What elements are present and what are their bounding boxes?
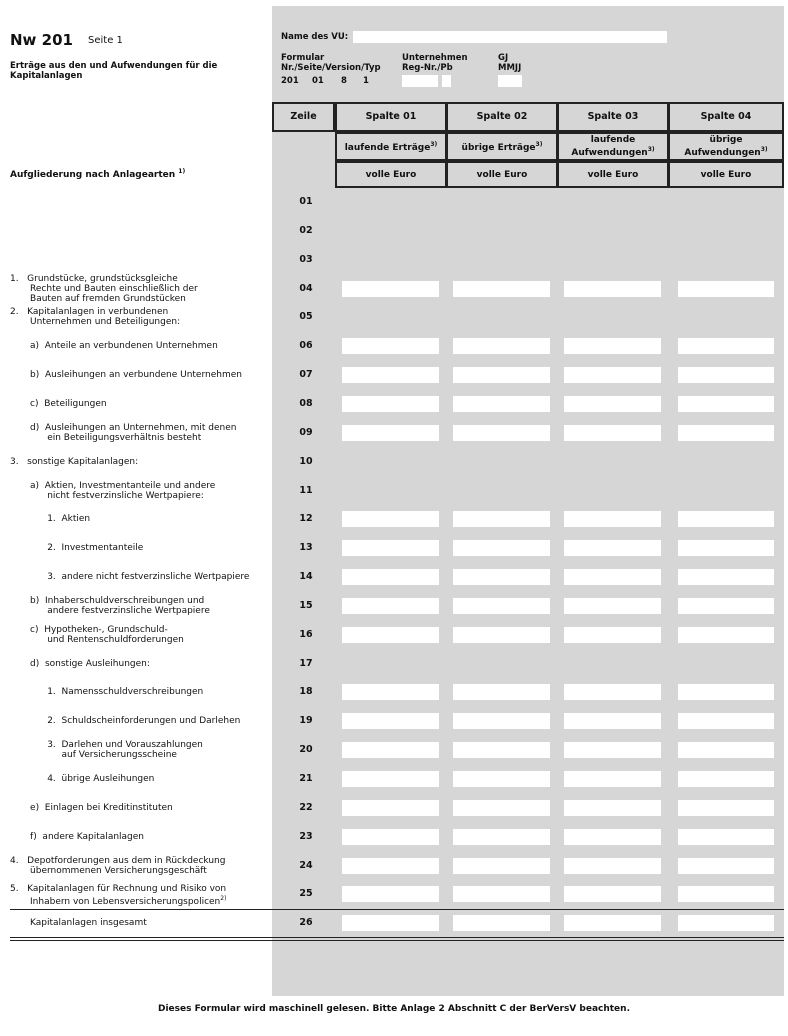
- row-label-text: f) andere Kapitalanlagen: [10, 831, 145, 842]
- input-row-06-spalte-4[interactable]: [678, 338, 774, 354]
- vu-name-field[interactable]: [353, 31, 667, 43]
- total-divider-top: [10, 909, 784, 910]
- input-row-20-spalte-3[interactable]: [564, 742, 661, 758]
- row-label: [10, 884, 226, 907]
- column-desc-4: [668, 132, 784, 161]
- reg-nr-field[interactable]: [402, 75, 438, 87]
- input-row-18-spalte-4[interactable]: [678, 684, 774, 700]
- zeile-header: Zeile: [272, 102, 335, 132]
- column-desc-text: übrige Erträge: [461, 143, 536, 153]
- row-number: 16: [299, 628, 313, 640]
- column-desc-wrap: [345, 140, 438, 153]
- input-row-21-spalte-1[interactable]: [342, 771, 439, 787]
- column-desc-footnote: 3): [535, 141, 543, 148]
- input-row-23-spalte-1[interactable]: [342, 829, 439, 845]
- input-row-22-spalte-4[interactable]: [678, 800, 774, 816]
- input-row-06-spalte-1[interactable]: [342, 338, 439, 354]
- input-row-09-spalte-2[interactable]: [453, 425, 550, 441]
- row-number: 24: [299, 859, 313, 871]
- input-row-19-spalte-2[interactable]: [453, 713, 550, 729]
- column-desc-footnote: 3): [647, 146, 655, 153]
- input-row-24-spalte-4[interactable]: [678, 858, 774, 874]
- input-row-09-spalte-1[interactable]: [342, 425, 439, 441]
- row-label-text: c) Hypotheken-, Grundschuld- und Rentenschuldforderungen: [30, 624, 184, 645]
- input-row-04-spalte-2[interactable]: [453, 281, 550, 297]
- column-unit-3: volle Euro: [557, 161, 669, 188]
- row-number: 18: [299, 686, 313, 698]
- row-number: 13: [299, 542, 313, 554]
- input-row-06-spalte-3[interactable]: [564, 338, 661, 354]
- input-row-14-spalte-3[interactable]: [564, 569, 661, 585]
- row-label-text: 1. Namensschuldverschreibungen: [10, 687, 204, 698]
- row-number: 23: [299, 830, 313, 842]
- row-number: 01: [299, 196, 313, 207]
- row-number: 02: [299, 224, 313, 236]
- input-row-13-spalte-2[interactable]: [453, 540, 550, 556]
- row-label: [10, 832, 144, 842]
- input-row-04-spalte-3[interactable]: [564, 281, 661, 297]
- input-row-23-spalte-3[interactable]: [564, 829, 661, 845]
- row-number: 12: [299, 513, 313, 525]
- row-label: [10, 514, 90, 524]
- row-label: [10, 457, 138, 467]
- row-label: [10, 687, 203, 697]
- row-label-text: b) Inhaberschuldverschreibungen und andere festverzinsliche Wertpapiere: [30, 595, 210, 616]
- row-label-footnote: 2): [220, 895, 227, 903]
- row-label-text: 2. Kapitalanlagen in verbundenen Unternehmen und Beteiligungen:: [10, 307, 181, 328]
- row-label-text: 1. Aktien: [10, 514, 91, 525]
- total-divider-bottom-1: [10, 937, 784, 938]
- input-row-15-spalte-4[interactable]: [678, 598, 774, 614]
- input-row-22-spalte-2[interactable]: [453, 800, 550, 816]
- row-label-text: d) Ausleihungen an Unternehmen, mit denen ein Beteiligungsverhältnis besteht: [30, 422, 237, 443]
- pb-field[interactable]: [442, 75, 451, 87]
- input-row-19-spalte-1[interactable]: [342, 713, 439, 729]
- input-row-07-spalte-3[interactable]: [564, 367, 661, 383]
- input-row-24-spalte-2[interactable]: [453, 858, 550, 874]
- row-number: 10: [299, 455, 313, 467]
- input-row-23-spalte-4[interactable]: [678, 829, 774, 845]
- input-row-26-spalte-1[interactable]: [342, 915, 439, 931]
- row-number: 05: [299, 311, 313, 323]
- row-number: 17: [299, 657, 313, 669]
- row-number: 03: [299, 253, 313, 265]
- column-desc-footnote: 3): [430, 141, 438, 148]
- row-number: 26: [299, 917, 313, 929]
- form-code: Nw 201: [10, 31, 73, 49]
- row-label: [10, 774, 154, 784]
- row-label: [10, 856, 225, 876]
- row-number: 09: [299, 426, 313, 438]
- input-row-20-spalte-2[interactable]: [453, 742, 550, 758]
- column-header-spalte-3: Spalte 03: [557, 102, 669, 132]
- row-label: [10, 307, 180, 327]
- row-number: 21: [299, 773, 313, 784]
- footer-note: Dieses Formular wird maschinell gelesen. Bitte Anlage 2 Abschnitt C der BerVersV beachten.: [157, 1004, 630, 1014]
- input-row-24-spalte-1[interactable]: [342, 858, 439, 874]
- section-title-footnote: 1): [178, 168, 186, 175]
- formular-value-version: 8: [341, 76, 347, 86]
- row-label-text: c) Beteiligungen: [10, 398, 107, 409]
- row-label-text: 3. andere nicht festverzinsliche Wertpapiere: [10, 572, 250, 583]
- row-label-text: 2. Schuldscheinforderungen und Darlehen: [10, 716, 241, 727]
- input-row-26-spalte-4[interactable]: [678, 915, 774, 931]
- input-row-25-spalte-4[interactable]: [678, 886, 774, 902]
- input-row-26-spalte-3[interactable]: [564, 915, 661, 931]
- input-row-18-spalte-1[interactable]: [342, 684, 439, 700]
- input-row-07-spalte-4[interactable]: [678, 367, 774, 383]
- column-desc-text: übrige Aufwendungen: [684, 135, 761, 158]
- row-number: 22: [299, 801, 313, 813]
- row-label: [10, 481, 215, 501]
- input-row-08-spalte-1[interactable]: [342, 396, 439, 412]
- input-row-26-spalte-2[interactable]: [453, 915, 550, 931]
- row-label: [10, 918, 147, 928]
- input-row-08-spalte-3[interactable]: [564, 396, 661, 412]
- row-label: [10, 803, 173, 813]
- column-desc-footnote: 3): [760, 146, 768, 153]
- row-label: [10, 740, 203, 760]
- row-label-text: b) Ausleihungen an verbundene Unternehmen: [10, 370, 242, 381]
- column-desc-2: [446, 132, 558, 161]
- row-label-text: 3. Darlehen und Vorauszahlungen auf Versicherungsscheine: [47, 740, 203, 761]
- row-label: [10, 716, 240, 726]
- gj-label: GJ MMJJ: [498, 53, 522, 73]
- input-row-19-spalte-4[interactable]: [678, 713, 774, 729]
- row-label-text: Kapitalanlagen insgesamt: [10, 918, 147, 929]
- input-row-16-spalte-4[interactable]: [678, 627, 774, 643]
- row-label: [10, 399, 107, 409]
- row-number: 11: [299, 484, 313, 496]
- formular-value-seite: 01: [312, 76, 324, 86]
- row-label-text: e) Einlagen bei Kreditinstituten: [10, 802, 173, 813]
- input-row-13-spalte-3[interactable]: [564, 540, 661, 556]
- input-row-04-spalte-1[interactable]: [342, 281, 439, 297]
- row-label: [10, 596, 210, 616]
- input-row-16-spalte-1[interactable]: [342, 627, 439, 643]
- column-header-spalte-4: Spalte 04: [668, 102, 784, 132]
- row-label-text: 4. Depotforderungen aus dem in Rückdeckung übernommenen Versicherungsgeschäft: [10, 855, 226, 876]
- row-number: 15: [299, 599, 313, 611]
- row-number: 25: [299, 888, 313, 900]
- input-row-21-spalte-2[interactable]: [453, 771, 550, 787]
- input-row-12-spalte-3[interactable]: [564, 511, 661, 527]
- row-number: 19: [299, 715, 313, 727]
- row-label: [10, 423, 237, 443]
- row-label-text: 4. übrige Ausleihungen: [10, 774, 155, 784]
- input-row-12-spalte-1[interactable]: [342, 511, 439, 527]
- form-subtitle: Erträge aus den und Aufwendungen für die Kapitalanlagen: [10, 61, 218, 81]
- input-row-25-spalte-2[interactable]: [453, 886, 550, 902]
- input-row-06-spalte-2[interactable]: [453, 338, 550, 354]
- input-row-14-spalte-1[interactable]: [342, 569, 439, 585]
- page-number: Seite 1: [88, 35, 123, 46]
- row-number: 07: [299, 369, 313, 381]
- row-label-text: a) Anteile an verbundenen Unternehmen: [10, 341, 218, 352]
- row-label-text: 5. Kapitalanlagen für Rechnung und Risiko von Inhabern von Lebensversicherungspolicen: [10, 884, 227, 908]
- column-header-spalte-2: Spalte 02: [446, 102, 558, 132]
- input-row-13-spalte-1[interactable]: [342, 540, 439, 556]
- column-desc-wrap: [462, 140, 543, 153]
- row-label: [10, 572, 249, 582]
- column-unit-4: volle Euro: [668, 161, 784, 188]
- section-title-text: Aufgliederung nach Anlagearten: [10, 170, 176, 180]
- input-row-24-spalte-3[interactable]: [564, 858, 661, 874]
- column-desc-1: [335, 132, 447, 161]
- input-row-08-spalte-4[interactable]: [678, 396, 774, 412]
- column-desc-wrap: [571, 135, 654, 158]
- column-unit-1: volle Euro: [335, 161, 447, 188]
- input-row-18-spalte-2[interactable]: [453, 684, 550, 700]
- input-row-15-spalte-2[interactable]: [453, 598, 550, 614]
- row-label: [10, 274, 198, 304]
- total-divider-bottom-2: [10, 940, 784, 941]
- input-row-21-spalte-3[interactable]: [564, 771, 661, 787]
- input-row-19-spalte-3[interactable]: [564, 713, 661, 729]
- input-row-12-spalte-4[interactable]: [678, 511, 774, 527]
- input-row-04-spalte-4[interactable]: [678, 281, 774, 297]
- column-header-spalte-1: Spalte 01: [335, 102, 447, 132]
- formular-label: Formular Nr./Seite/Version/Typ: [281, 53, 381, 73]
- column-unit-2: volle Euro: [446, 161, 558, 188]
- row-label-text: 3. sonstige Kapitalanlagen:: [10, 456, 139, 467]
- input-row-14-spalte-4[interactable]: [678, 569, 774, 585]
- input-row-08-spalte-2[interactable]: [453, 396, 550, 412]
- row-label: [10, 341, 218, 351]
- row-label-text: a) Aktien, Investmentanteile und andere nicht festverzinsliche Wertpapiere:: [30, 480, 216, 501]
- row-label-text: d) sonstige Ausleihungen:: [10, 658, 150, 669]
- row-label: [10, 659, 150, 669]
- row-label: [10, 625, 184, 645]
- input-row-13-spalte-4[interactable]: [678, 540, 774, 556]
- column-desc-text: laufende Erträge: [344, 143, 431, 153]
- input-row-12-spalte-2[interactable]: [453, 511, 550, 527]
- column-desc-text: laufende Aufwendungen: [571, 135, 648, 158]
- input-row-09-spalte-4[interactable]: [678, 425, 774, 441]
- row-label: [10, 543, 143, 553]
- row-number: 08: [299, 397, 313, 409]
- section-title: [10, 168, 185, 180]
- column-desc-3: [557, 132, 669, 161]
- row-label-text: 1. Grundstücke, grundstücksgleiche Rechte und Bauten einschließlich der Bauten auf fremden Grundstücken: [10, 273, 198, 304]
- input-row-18-spalte-3[interactable]: [564, 684, 661, 700]
- column-desc-wrap: [684, 135, 767, 158]
- formular-value-nr: 201: [281, 76, 299, 86]
- unternehmen-label: Unternehmen Reg-Nr./Pb: [402, 53, 468, 73]
- row-number: 14: [299, 571, 313, 583]
- vu-label: Name des VU:: [281, 32, 349, 42]
- row-label-text: 2. Investmentanteile: [10, 543, 144, 554]
- input-row-15-spalte-1[interactable]: [342, 598, 439, 614]
- formular-value-typ: 1: [363, 76, 369, 86]
- input-row-20-spalte-1[interactable]: [342, 742, 439, 758]
- gj-field[interactable]: [498, 75, 522, 87]
- input-row-07-spalte-1[interactable]: [342, 367, 439, 383]
- input-row-15-spalte-3[interactable]: [564, 598, 661, 614]
- input-row-07-spalte-2[interactable]: [453, 367, 550, 383]
- input-row-25-spalte-1[interactable]: [342, 886, 439, 902]
- row-number: 06: [299, 340, 313, 352]
- input-row-21-spalte-4[interactable]: [678, 771, 774, 787]
- row-number: 04: [299, 282, 313, 294]
- input-row-16-spalte-2[interactable]: [453, 627, 550, 643]
- input-row-25-spalte-3[interactable]: [564, 886, 661, 902]
- row-label: [10, 370, 242, 380]
- input-row-14-spalte-2[interactable]: [453, 569, 550, 585]
- input-row-20-spalte-4[interactable]: [678, 742, 774, 758]
- row-number: 20: [299, 744, 313, 756]
- input-row-22-spalte-1[interactable]: [342, 800, 439, 816]
- input-row-16-spalte-3[interactable]: [564, 627, 661, 643]
- input-row-09-spalte-3[interactable]: [564, 425, 661, 441]
- input-row-23-spalte-2[interactable]: [453, 829, 550, 845]
- input-row-22-spalte-3[interactable]: [564, 800, 661, 816]
